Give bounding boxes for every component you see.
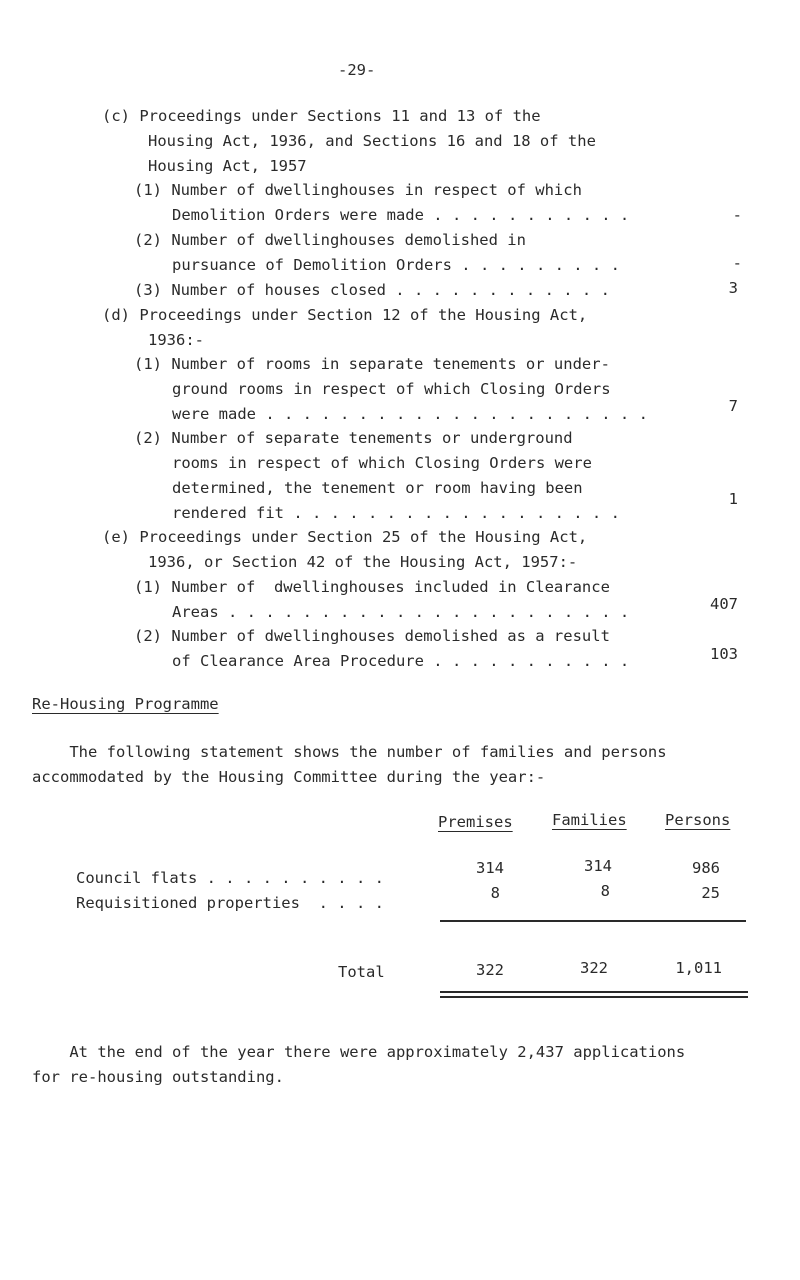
e-item-1-line-2: Areas . . . . . . . . . . . . . . . . . . . . . . [172, 603, 630, 621]
e-item-1-line-1: (1) Number of dwellinghouses included in Clearance [134, 578, 610, 596]
closing-line-1: At the end of the year there were approximately 2,437 applications [32, 1043, 686, 1061]
section-d-heading-line-1: (d) Proceedings under Section 12 of the Housing Act, [102, 306, 588, 324]
total-families: 322 [580, 959, 608, 977]
c-item-1-value: - [732, 206, 742, 224]
row-requisitioned-label: Requisitioned properties . . . . [76, 894, 384, 912]
d-item-2-line-4: rendered fit . . . . . . . . . . . . . . . . . . [172, 504, 620, 522]
section-c-heading-line-2: Housing Act, 1936, and Sections 16 and 18 of the [148, 132, 596, 150]
rehousing-intro-line-1: The following statement shows the number of families and persons [32, 743, 667, 761]
column-header-families: Families [552, 811, 627, 829]
total-persons: 1,011 [675, 959, 722, 977]
total-label: Total [338, 963, 385, 981]
subtotal-rule [440, 920, 746, 922]
row-requisitioned-persons: 25 [701, 884, 720, 902]
total-premises: 322 [476, 961, 504, 979]
row-council-flats-families: 314 [584, 857, 612, 875]
c-item-1-line-1: (1) Number of dwellinghouses in respect of which [134, 181, 582, 199]
c-item-1-line-2: Demolition Orders were made . . . . . . . . . . . [172, 206, 630, 224]
d-item-1-line-3: were made . . . . . . . . . . . . . . . . . . . . . [172, 405, 648, 423]
row-requisitioned-families: 8 [600, 882, 610, 900]
d-item-1-line-2: ground rooms in respect of which Closing Orders [172, 380, 611, 398]
d-item-1-line-1: (1) Number of rooms in separate tenements or under- [134, 355, 610, 373]
d-item-2-line-3: determined, the tenement or room having been [172, 479, 583, 497]
page-number: -29- [338, 61, 376, 79]
c-item-2-value: - [732, 254, 742, 272]
e-item-2-line-2: of Clearance Area Procedure . . . . . . . . . . . [172, 652, 630, 670]
e-item-2-value: 103 [710, 645, 738, 663]
row-council-flats-persons: 986 [692, 859, 720, 877]
section-c-heading-line-3: Housing Act, 1957 [148, 157, 307, 175]
e-item-2-line-1: (2) Number of dwellinghouses demolished as a result [134, 627, 610, 645]
section-e-heading-line-2: 1936, or Section 42 of the Housing Act, 1957:- [148, 553, 578, 571]
row-council-flats-label: Council flats . . . . . . . . . . [76, 869, 384, 887]
section-c-heading-line-1: (c) Proceedings under Sections 11 and 13 of the [102, 107, 541, 125]
total-double-rule-top [440, 991, 748, 993]
section-e-heading-line-1: (e) Proceedings under Section 25 of the Housing Act, [102, 528, 588, 546]
closing-line-2: for re-housing outstanding. [32, 1068, 284, 1086]
d-item-1-value: 7 [728, 397, 738, 415]
c-item-2-line-2: pursuance of Demolition Orders . . . . . . . . . [172, 256, 620, 274]
column-header-premises: Premises [438, 813, 513, 831]
d-item-2-line-1: (2) Number of separate tenements or underground [134, 429, 573, 447]
total-double-rule-bottom [440, 996, 748, 998]
section-d-heading-line-2: 1936:- [148, 331, 204, 349]
column-header-persons: Persons [665, 811, 731, 829]
d-item-2-value: 1 [728, 490, 738, 508]
rehousing-intro-line-2: accommodated by the Housing Committee during the year:- [32, 768, 546, 786]
row-requisitioned-premises: 8 [490, 884, 500, 902]
c-item-3-value: 3 [728, 279, 738, 297]
c-item-3-line-1: (3) Number of houses closed . . . . . . . . . . . . [134, 281, 610, 299]
c-item-2-line-1: (2) Number of dwellinghouses demolished in [134, 231, 526, 249]
d-item-2-line-2: rooms in respect of which Closing Orders were [172, 454, 592, 472]
rehousing-heading: Re-Housing Programme [32, 695, 219, 713]
row-council-flats-premises: 314 [476, 859, 504, 877]
e-item-1-value: 407 [710, 595, 738, 613]
